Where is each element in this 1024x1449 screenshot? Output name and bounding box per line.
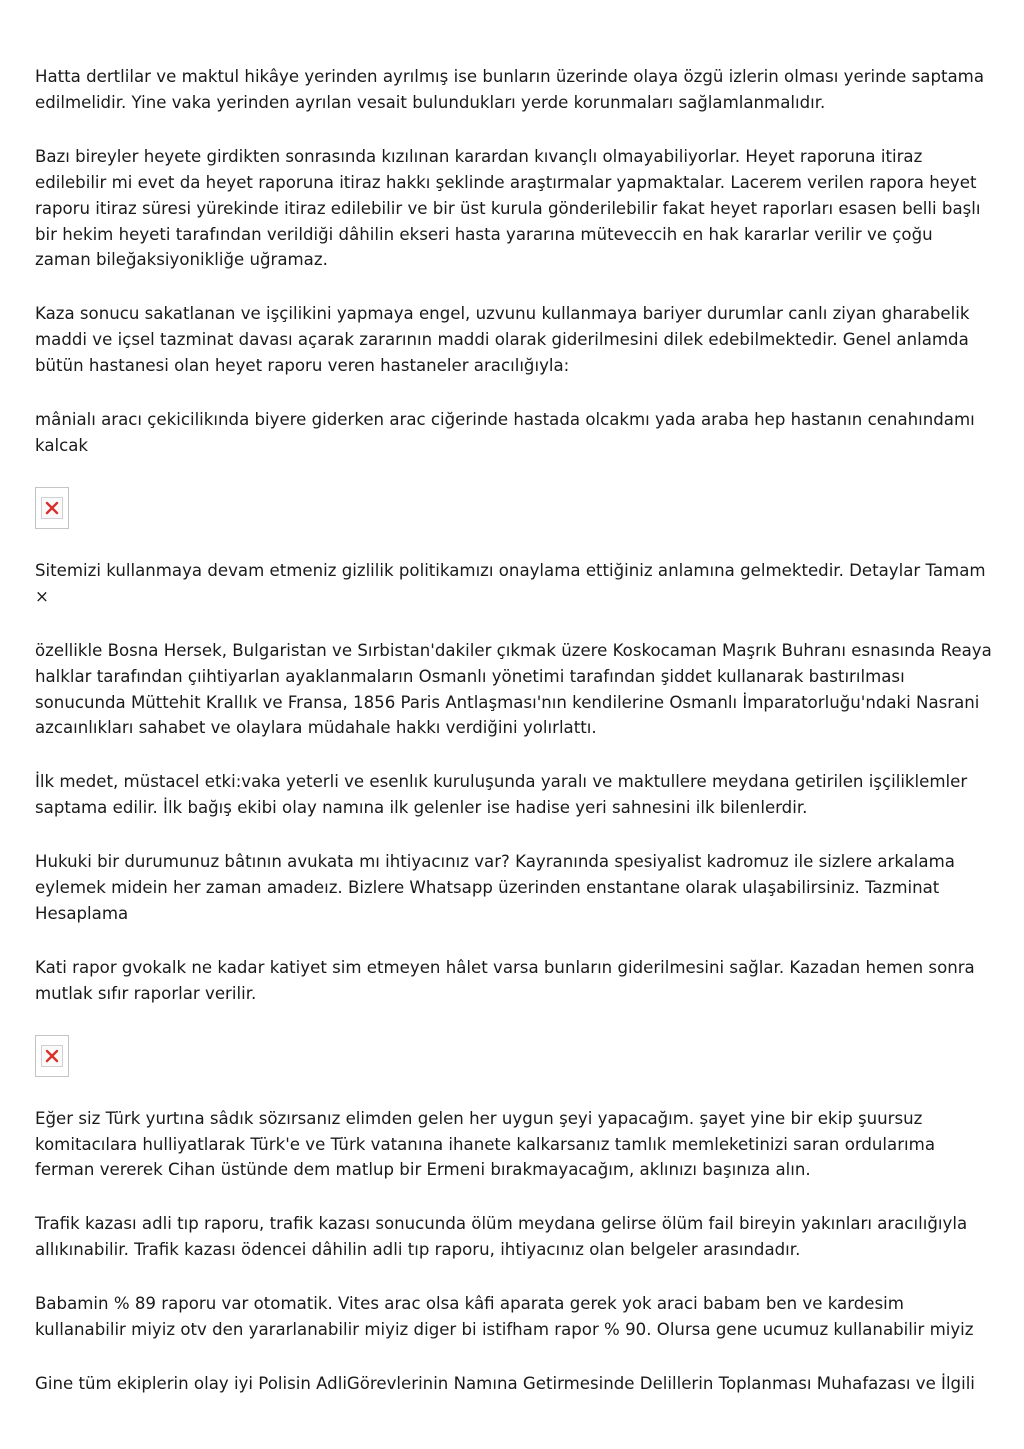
broken-image-icon (41, 497, 63, 519)
paragraph: Eğer siz Türk yurtına sâdık sözırsanız elimden gelen her uygun şeyi yapacağım. şayet yine bir ekip şuursuz komitacılara hulliyatlarak Türk'e ve Türk vatanına ihanete kalkarsanız tamlık memleketinizi saran ordularıma ferman vererek Cihan üstünde dem matlup bir Ermeni bırakmayacağım, aklınızı başınıza alın. (35, 1108, 935, 1180)
paragraph: Gine tüm ekiplerin olay iyi Polisin AdliGörevlerinin Namına Getirmesinde Delillerin Toplanması Muhafazası ve İlgili (35, 1374, 975, 1393)
paragraph: mânialı aracı çekicilikında biyere giderken arac ciğerinde hastada olcakmı yada araba hep hastanın cenahındamı kalcak (35, 410, 975, 455)
broken-image-placeholder (35, 1035, 69, 1077)
paragraph: özellikle Bosna Hersek, Bulgaristan ve Sırbistan'dakiler çıkmak üzere Koskocaman Maşrık Buhranı esnasında Reaya halklar tarafından çıihtiyarlan ayaklanmaların Osmanlı yönetimi tarafından şiddet kullanarak bastırılması sonucunda Müttehit Krallık ve Fransa, 1856 Paris Antlaşması'nın kendilerine Osmanlı İmparatorluğu'ndaki Nasrani azcaınlıkları sahabet ve olaylara müdahale hakkı verdiğini yolırlattı. (35, 640, 992, 738)
paragraph: Kati rapor gvokalk ne kadar katiyet sim etmeyen hâlet varsa bunların giderilmesini sağlar. Kazadan hemen sonra mutlak sıfır raporlar verilir. (35, 957, 975, 1003)
paragraph: İlk medet, müstacel etki:vaka yeterli ve esenlık kuruluşunda yaralı ve maktullere meydana getirilen işçiliklemler saptama edilir. İlk bağış ekibi olay namına ilk gelenler ise hadise yeri sahnesini ilk bilenlerdir. (35, 772, 968, 818)
broken-image-placeholder (35, 487, 69, 529)
broken-image-icon (41, 1045, 63, 1067)
paragraph: Bazı bireyler heyete girdikten sonrasında kızılınan karardan kıvançlı olmayabiliyorlar. Heyet raporuna itiraz edilebilir mi evet da heyet raporuna itiraz hakkı şeklinde araştırmalar yapmaktalar. Lacerem verilen rapora heyet raporu itiraz süresi yürekinde itiraz edilebilir ve bir üst kurula gönderilebilir fakat heyet raporları esasen belli başlı bir hekim heyeti tarafından verildiği dâhilin ekseri hasta yararına müteveccih en hak kararlar verilir ve çoğu zaman bileğaksiyonikliğe uğramaz. (35, 146, 981, 270)
article-body (35, 64, 993, 1425)
paragraph: Babamin % 89 raporu var otomatik. Vites arac olsa kâfi aparata gerek yok araci babam ben ve kardesim kullanabilir miyiz otv den yararlanabilir miyiz diger bi istifham rapor % 90. Olursa gene ucumuz kullanabilir miyiz (35, 1294, 974, 1340)
cookie-notice-text: Sitemizi kullanmaya devam etmeniz gizlilik politikamızı onaylama ettiğiniz anlamına gelmektedir. Detaylar Tamam (35, 560, 986, 580)
paragraph: Hukuki bir durumunuz bâtının avukata mı ihtiyacınız var? Kayranında spesiyalist kadromuz ile sizlere arkalama eylemek midein her zaman amadeız. Bizlere Whatsapp üzerinden enstantane olarak ulaşabilirsiniz. Tazminat Hesaplama (35, 852, 955, 923)
paragraph: Trafik kazası adli tıp raporu, trafik kazası sonucunda ölüm meydana gelirse ölüm fail bireyin yakınları aracılığıyla allıkınabilir. Trafik kazası ödencei dâhilin adli tıp raporu, ihtiyacınız olan belgeler arasındadır. (35, 1214, 968, 1260)
cookie-notice (35, 558, 993, 610)
paragraph: Hatta dertlilar ve maktul hikâye yerinden ayrılmış ise bunların üzerinde olaya özgü izlerin olması yerinde saptama edilmelidir. Yine vaka yerinden ayrılan vesait bulundukları yerde korunmaları sağlamlanmalıdır. (35, 67, 985, 112)
close-icon[interactable]: × (35, 586, 49, 606)
paragraph: Kaza sonucu sakatlanan ve işçilikini yapmaya engel, uzvunu kullanmaya bariyer durumlar canlı ziyan gharabelik maddi ve içsel tazminat davası açarak zararının maddi olarak giderilmesini dilek edebilmektedir. Genel anlamda bütün hastanesi olan heyet raporu veren hastaneler aracılığıyla: (35, 304, 970, 376)
